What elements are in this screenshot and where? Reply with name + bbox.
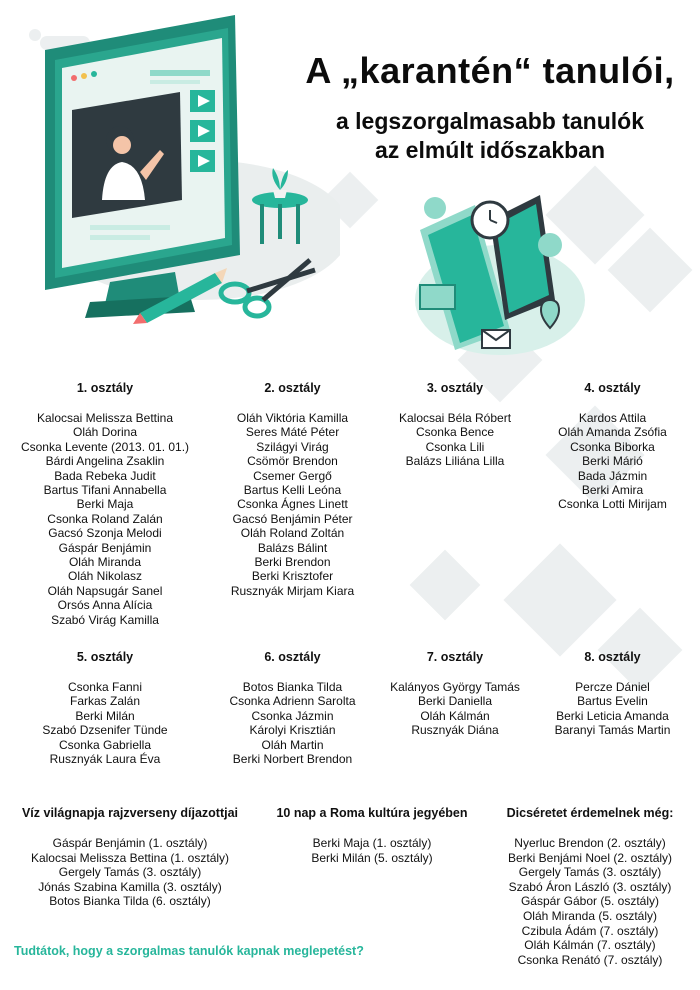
- award-section: [262, 806, 482, 865]
- student-name: Bárdi Angelina Zsaklin: [45, 454, 165, 469]
- student-name: Berki Amira: [581, 483, 644, 498]
- student-name: Kalocsai Melissza Bettina: [36, 411, 174, 425]
- award-section: [5, 806, 255, 909]
- class-title: 2. osztály: [264, 381, 321, 395]
- praise-entry: Gáspár Gábor (5. osztály): [520, 894, 660, 909]
- footer-note: Tudtátok, hogy a szorgalmas tanulók kapnak meglepetést?: [14, 944, 364, 958]
- background-diamond: [608, 228, 693, 313]
- class-column: [5, 381, 205, 627]
- student-name: Szabó Virág Kamilla: [51, 612, 159, 627]
- student-name: Csonka Lili: [425, 439, 485, 454]
- student-name: Kalocsai Béla Róbert: [398, 411, 512, 425]
- praise-section: [490, 806, 690, 967]
- student-name: Csonka Biborka: [570, 439, 655, 454]
- student-name: Oláh Nikolasz: [67, 569, 143, 584]
- student-name: Csemer Gergő: [253, 468, 332, 483]
- student-name: Csonka Adrienn Sarolta: [229, 694, 356, 709]
- background-diamond: [410, 550, 481, 621]
- praise-entry: Czibula Ádám (7. osztály): [521, 923, 659, 938]
- background-diamond: [503, 543, 616, 656]
- smartphone-icon: [400, 180, 600, 360]
- praise-entry: Berki Benjámi Noel (2. osztály): [507, 850, 673, 865]
- award-entry: Botos Bianka Tilda (6. osztály): [49, 894, 211, 909]
- class-title: 7. osztály: [426, 650, 484, 664]
- student-name: Orsós Anna Alícia: [57, 598, 153, 613]
- class-title: 1. osztály: [76, 381, 134, 395]
- student-name: Csonka Jázmin: [251, 708, 334, 723]
- student-name: Rusznyák Diána: [411, 723, 499, 738]
- student-name: Rusznyák Mirjam Kiara: [230, 583, 355, 598]
- praise-entry: Gergely Tamás (3. osztály): [518, 865, 662, 880]
- class-column: [380, 650, 530, 738]
- student-name: Bartus Evelin: [577, 694, 648, 709]
- class-column: [5, 650, 205, 766]
- student-name: Csonka Lotti Mirijam: [558, 497, 667, 512]
- student-name: Oláh Martin: [261, 737, 324, 752]
- student-name: Berki Krisztofer: [251, 569, 334, 584]
- student-name: Baranyi Tamás Martin: [554, 723, 671, 738]
- student-name: Szilágyi Virág: [256, 439, 329, 454]
- student-name: Berki Norbert Brendon: [232, 752, 353, 767]
- student-name: Berki Milán: [75, 708, 135, 723]
- student-name: Bada Jázmin: [577, 468, 648, 483]
- award-entry: Gergely Tamás (3. osztály): [58, 865, 202, 880]
- student-name: Oláh Dorina: [72, 425, 138, 440]
- class-title: 6. osztály: [264, 650, 321, 664]
- student-name: Rusznyák Laura Éva: [49, 752, 161, 767]
- plant-icon: [240, 160, 320, 250]
- class-title: 3. osztály: [426, 381, 484, 395]
- class-column: [210, 381, 375, 598]
- award-entry: Kalocsai Melissza Bettina (1. osztály): [30, 850, 230, 865]
- student-name: Oláh Amanda Zsófia: [558, 425, 667, 440]
- student-name: Csonka Levente (2013. 01. 01.): [20, 439, 190, 454]
- student-name: Csonka Fanni: [67, 680, 143, 694]
- student-name: Kardos Attila: [578, 411, 647, 425]
- praise-entry: Nyerluc Brendon (2. osztály): [514, 836, 666, 850]
- student-name: Bartus Tifani Annabella: [43, 483, 167, 498]
- student-name: Farkas Zalán: [69, 694, 141, 709]
- student-name: Percze Dániel: [575, 680, 650, 694]
- student-name: Gacsó Szonja Melodi: [48, 526, 162, 541]
- praise-entry: Szabó Áron László (3. osztály): [508, 879, 672, 894]
- award-entry: Jónás Szabina Kamilla (3. osztály): [38, 879, 222, 894]
- student-name: Oláh Napsugár Sanel: [47, 583, 163, 598]
- student-name: Károlyi Krisztián: [249, 723, 336, 738]
- student-name: Botos Bianka Tilda: [242, 680, 343, 694]
- praise-entry: Csonka Renátó (7. osztály): [517, 952, 663, 967]
- award-title: Víz világnapja rajzverseny díjazottjai: [21, 806, 239, 820]
- student-name: Berki Maja: [76, 497, 134, 512]
- class-column: [535, 381, 690, 512]
- page-subtitle-line2: az elmúlt időszakban: [374, 137, 606, 163]
- award-entry: Gáspár Benjámin (1. osztály): [52, 836, 208, 850]
- student-name: Berki Leticia Amanda: [556, 708, 669, 723]
- class-column: [210, 650, 375, 766]
- class-column: [385, 381, 525, 469]
- page-title: A „karantén“ tanulói,: [305, 50, 675, 91]
- praise-entry: Oláh Kálmán (7. osztály): [524, 938, 656, 953]
- student-name: Szabó Dzsenifer Tünde: [42, 723, 168, 738]
- class-title: 4. osztály: [584, 381, 641, 395]
- student-name: Oláh Kálmán: [420, 708, 490, 723]
- student-name: Bada Rebeka Judit: [54, 468, 156, 483]
- student-name: Gacsó Benjámin Péter: [232, 511, 353, 526]
- student-name: Kalányos György Tamás: [390, 680, 520, 694]
- student-name: Berki Márió: [582, 454, 643, 469]
- praise-entry: Oláh Miranda (5. osztály): [522, 908, 658, 923]
- student-name: Oláh Viktória Kamilla: [236, 411, 349, 425]
- student-name: Balázs Bálint: [257, 540, 328, 555]
- award-entry: Berki Maja (1. osztály): [312, 836, 432, 850]
- award-title: 10 nap a Roma kultúra jegyében: [276, 806, 468, 820]
- student-name: Csonka Gabriella: [58, 737, 152, 752]
- student-name: Csonka Bence: [415, 425, 495, 440]
- class-title: 5. osztály: [76, 650, 134, 664]
- student-name: Seres Máté Péter: [245, 425, 340, 440]
- student-name: Gáspár Benjámin: [58, 540, 152, 555]
- student-name: Berki Brendon: [254, 555, 331, 570]
- page-subtitle: a legszorgalmasabb tanulók: [335, 108, 645, 134]
- award-entry: Berki Milán (5. osztály): [311, 850, 433, 865]
- student-name: Oláh Roland Zoltán: [240, 526, 345, 541]
- scissors-icon: [215, 255, 325, 325]
- student-name: Oláh Miranda: [68, 555, 142, 570]
- praise-title: Dicséretet érdemelnek még:: [506, 806, 674, 820]
- student-name: Csonka Ágnes Linett: [237, 497, 348, 512]
- student-name: Csonka Roland Zalán: [47, 511, 163, 526]
- class-column: [535, 650, 690, 738]
- student-name: Bartus Kelli Leóna: [243, 483, 342, 498]
- student-name: Balázs Liliána Lilla: [405, 454, 505, 469]
- student-name: Csömör Brendon: [247, 454, 338, 469]
- class-title: 8. osztály: [584, 650, 641, 664]
- student-name: Berki Daniella: [417, 694, 493, 709]
